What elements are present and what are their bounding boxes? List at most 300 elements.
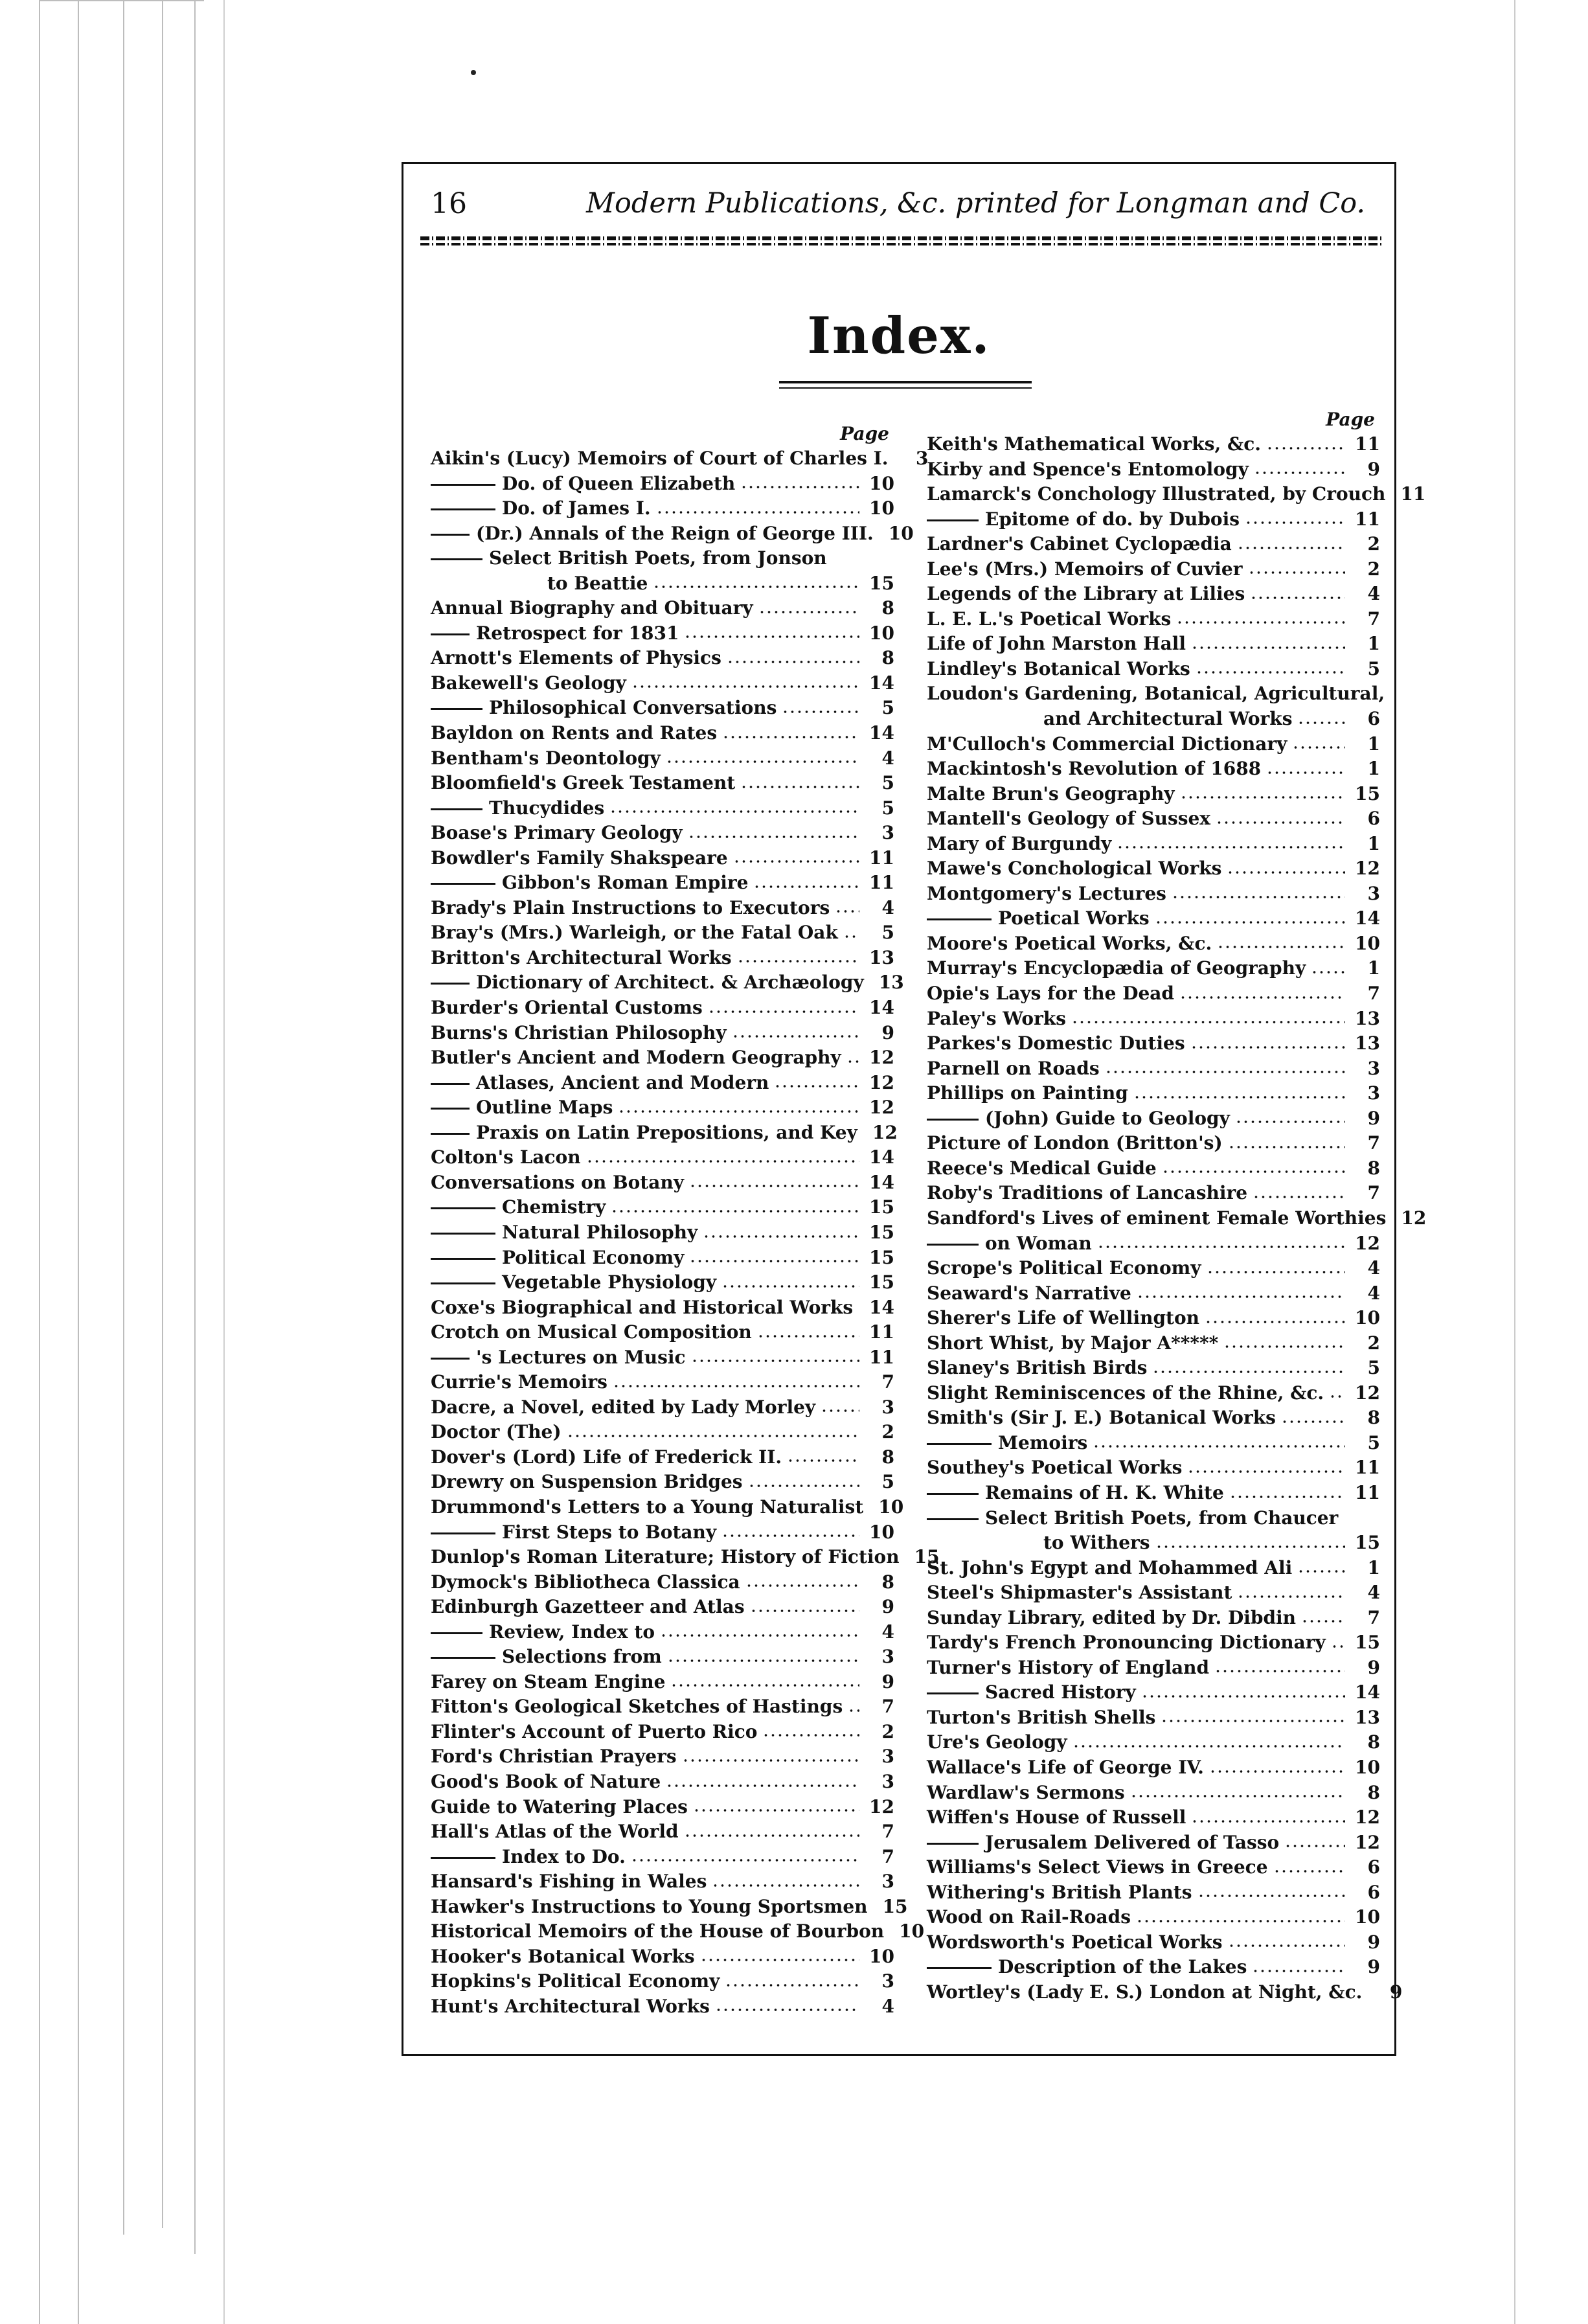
index-entry-text: Epitome of do. by Dubois <box>985 508 1240 530</box>
index-entry-title <box>431 1095 613 1121</box>
index-entry <box>927 1231 1380 1257</box>
index-entry-text: Ford's Christian Prayers <box>431 1746 677 1768</box>
leader-dots <box>740 485 859 489</box>
index-entry <box>431 1445 894 1470</box>
leader-dots <box>737 959 859 963</box>
index-entry-text: Opie's Lays for the Dead <box>927 983 1175 1005</box>
index-entry <box>927 1905 1380 1930</box>
index-entry-page: 15 <box>869 1246 894 1268</box>
index-entry-title <box>927 1131 1223 1156</box>
index-entry <box>927 832 1380 857</box>
index-entry-page: 3 <box>881 1871 894 1893</box>
index-entry <box>927 1331 1380 1356</box>
index-entry-title <box>927 632 1186 657</box>
printed-page <box>402 162 1427 2056</box>
index-entry-text: Bloomfield's Greek Testament <box>431 772 736 794</box>
index-entry-title <box>431 896 830 921</box>
index-entry-text: Dictionary of Architect. & Archæology <box>476 972 864 994</box>
index-entry-text: Tardy's French Pronouncing Dictionary <box>927 1632 1326 1654</box>
leader-dots <box>1133 1095 1345 1099</box>
index-entry-title <box>431 771 735 796</box>
index-entry-title <box>431 1395 815 1420</box>
index-entry <box>927 1506 1380 1531</box>
index-entry <box>927 707 1380 732</box>
page-edge <box>39 0 40 2324</box>
index-entry <box>927 1306 1380 1331</box>
index-entry-title <box>927 1256 1201 1281</box>
index-entry <box>927 632 1380 657</box>
index-entry-page: 5 <box>881 697 894 719</box>
index-entry-text: Slaney's British Birds <box>927 1357 1148 1379</box>
index-entry <box>431 746 894 771</box>
leader-dots <box>684 1834 859 1838</box>
index-entry-page: 10 <box>869 472 894 494</box>
index-entry <box>927 1256 1380 1281</box>
index-entry-page: 13 <box>878 972 904 994</box>
index-entry-text: Select British Poets, from Jonson <box>489 547 827 569</box>
leader-dots <box>757 1334 859 1338</box>
index-entry-title <box>431 1944 695 1970</box>
leader-dots <box>721 1534 859 1538</box>
leader-dots <box>848 1709 859 1713</box>
leader-dots <box>660 1634 859 1637</box>
index-entry <box>431 1021 894 1046</box>
index-entry-title <box>927 1156 1157 1181</box>
index-entry-text: Hansard's Fishing in Wales <box>431 1871 707 1893</box>
page-edge-right <box>1514 0 1515 2324</box>
index-entry <box>431 970 904 996</box>
index-entry-text: Parkes's Domestic Duties <box>927 1032 1185 1054</box>
index-entry-title <box>431 571 648 597</box>
leader-dots <box>1228 1145 1345 1149</box>
leader-dots <box>1252 1969 1345 1973</box>
index-entry-title <box>927 432 1261 457</box>
index-entry-title <box>927 582 1245 607</box>
index-entry-text: Sunday Library, edited by Dr. Dibdin <box>927 1606 1297 1628</box>
index-entry <box>927 1281 1380 1306</box>
index-entry-title <box>431 1195 606 1220</box>
index-entry-title <box>431 1246 684 1271</box>
running-title: Modern Publications, &c. printed for Longman and Co. <box>586 187 1366 220</box>
index-entry-text: Jerusalem Delivered of Tasso <box>985 1831 1280 1853</box>
index-entry-title <box>431 1370 607 1395</box>
index-entry-title <box>431 1744 677 1770</box>
index-entry-text: Philosophical Conversations <box>489 697 777 719</box>
index-entry-text: Kirby and Spence's Entomology <box>927 458 1249 480</box>
index-entry-page: 9 <box>881 1670 894 1692</box>
index-entry <box>927 1705 1380 1731</box>
index-entry-text: Burns's Christian Philosophy <box>431 1021 727 1043</box>
index-entry-text: St. John's Egypt and Mohammed Ali <box>927 1556 1293 1578</box>
index-entry-title <box>431 546 827 571</box>
index-entry-title <box>431 696 777 721</box>
index-entry-page: 2 <box>881 1421 894 1443</box>
index-entry-page: 6 <box>1367 1856 1380 1878</box>
ornamental-rule <box>420 236 1383 249</box>
index-entry-text: Wallace's Life of George IV. <box>927 1756 1204 1778</box>
index-entry <box>927 1481 1380 1506</box>
ditto-dash <box>431 808 482 810</box>
index-entry-title <box>431 1145 581 1170</box>
index-entry-title <box>927 1930 1223 1955</box>
leader-dots <box>1297 1569 1345 1573</box>
index-entry-title <box>431 1670 665 1695</box>
index-entry <box>431 1520 894 1545</box>
index-entry <box>927 1830 1380 1856</box>
leader-dots <box>670 1683 859 1687</box>
index-entry-text: Natural Philosophy <box>502 1221 698 1243</box>
index-entry-text: Sherer's Life of Wellington <box>927 1307 1199 1329</box>
index-entry <box>927 1007 1380 1032</box>
index-entry-text: Fitton's Geological Sketches of Hastings <box>431 1696 843 1718</box>
index-entry <box>431 1121 898 1146</box>
index-entry-title <box>927 1656 1209 1681</box>
leader-dots <box>1105 1070 1345 1074</box>
index-entry <box>431 1744 894 1770</box>
index-entry-text: Smith's (Sir J. E.) Botanical Works <box>927 1407 1276 1429</box>
index-entry-page: 3 <box>881 1396 894 1418</box>
index-entry-text: Butler's Ancient and Modern Geography <box>431 1047 841 1069</box>
index-entry-page: 6 <box>1367 708 1380 730</box>
index-entry-title <box>927 906 1150 931</box>
index-entry <box>927 1031 1380 1056</box>
index-entry <box>927 1081 1380 1106</box>
leader-dots <box>1253 1195 1345 1199</box>
index-entry-text: Murray's Encyclopædia of Geography <box>927 957 1306 979</box>
index-entry-title <box>927 1406 1276 1431</box>
index-entry-title <box>431 996 703 1021</box>
index-entry-title <box>927 532 1232 557</box>
index-entry-page: 10 <box>869 622 894 644</box>
running-head <box>431 183 1370 222</box>
index-entry-page: 8 <box>881 597 894 619</box>
index-entry-text: Life of John Marston Hall <box>927 633 1186 655</box>
index-entry <box>431 896 894 921</box>
index-entry-title <box>431 1470 743 1495</box>
index-entry-page: 14 <box>869 997 894 1019</box>
index-entry-text: Good's Book of Nature <box>431 1770 661 1792</box>
leader-dots <box>700 1958 859 1962</box>
index-entry-page: 12 <box>1355 1232 1380 1254</box>
leader-dots <box>721 1284 859 1288</box>
index-entry-text: Memoirs <box>998 1431 1088 1453</box>
index-entry <box>927 1106 1380 1132</box>
index-entry <box>431 1595 894 1620</box>
index-entry-page: 14 <box>869 722 894 744</box>
leader-dots <box>618 1110 859 1113</box>
index-entry-text: Gibbon's Roman Empire <box>502 872 749 894</box>
index-entry-page: 3 <box>881 1770 894 1792</box>
leader-dots <box>1191 646 1345 650</box>
index-entry-page: 10 <box>1355 932 1380 954</box>
index-entry-page: 11 <box>1355 1457 1380 1479</box>
title-rule <box>779 381 1032 383</box>
index-entry-title <box>927 931 1212 957</box>
index-entry-title <box>927 507 1240 532</box>
index-entry <box>431 1045 894 1071</box>
index-entry-title <box>927 1231 1092 1257</box>
index-entry <box>431 1071 894 1096</box>
index-entry-title <box>431 1220 698 1246</box>
leader-dots <box>1205 1320 1345 1324</box>
index-entry-page: 2 <box>1367 558 1380 580</box>
index-entry-title <box>927 1381 1324 1406</box>
index-entry <box>927 1855 1380 1880</box>
ditto-dash <box>927 1119 979 1121</box>
index-entry-text: Wiffen's House of Russell <box>927 1806 1186 1828</box>
index-entry-text: Atlases, Ancient and Modern <box>476 1071 769 1093</box>
leader-dots <box>1137 1295 1345 1299</box>
ditto-dash <box>431 1108 470 1110</box>
index-entry-page: 6 <box>1367 1881 1380 1903</box>
leader-dots <box>1155 1545 1345 1549</box>
index-entry <box>431 1944 894 1970</box>
index-entry-page: 5 <box>1367 1431 1380 1453</box>
leader-dots <box>1141 1694 1345 1698</box>
index-entry-title <box>927 1781 1125 1806</box>
index-entry-text: Bray's (Mrs.) Warleigh, or the Fatal Oak <box>431 922 838 944</box>
index-entry <box>431 1545 940 1570</box>
index-entry-title <box>927 1506 1338 1531</box>
index-entry-page: 3 <box>1367 1057 1380 1079</box>
index-entry-page: 14 <box>1355 907 1380 929</box>
index-entry <box>431 846 894 871</box>
leader-dots <box>712 1884 859 1887</box>
index-entry-text: Sacred History <box>985 1681 1136 1703</box>
index-entry <box>431 1994 894 2020</box>
index-entry-text: Withering's British Plants <box>927 1881 1192 1903</box>
leader-dots <box>682 1759 859 1762</box>
index-entry-page: 5 <box>1367 657 1380 679</box>
index-entry-text: Hooker's Botanical Works <box>431 1945 695 1967</box>
index-entry-page: 10 <box>1355 1756 1380 1778</box>
ditto-dash <box>431 1233 495 1235</box>
index-entry <box>431 1370 894 1395</box>
index-entry-text: Outline Maps <box>476 1097 613 1119</box>
index-entry-title <box>431 746 661 771</box>
index-entry-page: 13 <box>869 946 894 968</box>
index-entry-text: Boase's Primary Geology <box>431 822 683 844</box>
index-entry <box>431 472 894 497</box>
index-entry-page: 8 <box>881 1571 894 1593</box>
index-entry-page: 7 <box>1367 1132 1380 1154</box>
index-entry-page: 9 <box>1367 1656 1380 1678</box>
leader-dots <box>1207 1270 1345 1274</box>
index-entry-title <box>927 1056 1100 1082</box>
leader-dots <box>586 1159 859 1163</box>
leader-dots <box>1223 1345 1345 1349</box>
index-entry-page: 3 <box>881 1970 894 1992</box>
ditto-dash <box>927 1843 979 1845</box>
ditto-dash <box>431 508 495 510</box>
index-entry-text: to Beattie <box>547 572 648 594</box>
index-entry <box>431 1795 894 1820</box>
index-entry-page: 7 <box>1367 1182 1380 1204</box>
index-entry <box>431 721 894 746</box>
index-entry-page: 5 <box>1367 1357 1380 1379</box>
index-entry-title <box>431 1919 884 1944</box>
leader-dots <box>1071 1020 1345 1024</box>
index-entry-title <box>431 1270 716 1295</box>
index-entry-title <box>431 1045 841 1071</box>
leader-dots <box>1245 521 1345 525</box>
index-entry-page: 12 <box>869 1097 894 1119</box>
index-entry-title <box>431 1845 626 1870</box>
index-entry-title <box>431 1570 740 1595</box>
index-entry-text: Bayldon on Rents and Rates <box>431 722 718 744</box>
index-entry-page: 10 <box>899 1920 925 1942</box>
index-entry-page: 11 <box>1355 1481 1380 1503</box>
index-entry-page: 15 <box>1355 782 1380 804</box>
index-entry-text: Paley's Works <box>927 1007 1067 1029</box>
leader-dots <box>1311 970 1345 974</box>
index-entry-text: Wordsworth's Poetical Works <box>927 1931 1223 1953</box>
index-entry-page: 14 <box>869 672 894 694</box>
ditto-dash <box>431 534 470 536</box>
index-entry <box>927 1531 1380 1556</box>
index-entry-text: Roby's Traditions of Lancashire <box>927 1182 1248 1204</box>
ditto-dash <box>431 1258 495 1260</box>
leader-dots <box>1228 1944 1345 1948</box>
index-entry <box>927 657 1380 682</box>
index-entry-title <box>431 621 679 646</box>
index-entry <box>927 1156 1380 1181</box>
index-entry-text: Do. of Queen Elizabeth <box>502 472 736 494</box>
index-entry-text: Select British Poets, from Chaucer <box>985 1507 1339 1529</box>
index-entry-page: 4 <box>881 747 894 769</box>
index-entry-text: Moore's Poetical Works, &c. <box>927 932 1212 954</box>
index-entry-text: Hunt's Architectural Works <box>431 1995 710 2017</box>
leader-dots <box>1297 721 1345 725</box>
index-entry-title <box>431 846 728 871</box>
leader-dots <box>1093 1444 1345 1448</box>
index-entry-text: Conversations on Botany <box>431 1171 685 1193</box>
index-entry-page: 11 <box>1400 483 1426 505</box>
index-entry-title <box>927 457 1249 483</box>
index-entry-page: 7 <box>1367 983 1380 1005</box>
index-entry-title <box>927 557 1243 582</box>
index-entry <box>927 1056 1380 1082</box>
index-entry <box>431 496 894 521</box>
index-entry-title <box>431 1121 857 1146</box>
index-entry-page: 12 <box>1355 1831 1380 1853</box>
leader-dots <box>609 810 859 814</box>
index-entry-page: 9 <box>1367 1931 1380 1953</box>
ditto-dash <box>927 1967 992 1969</box>
leader-dots <box>1254 471 1345 475</box>
index-entry-title <box>431 1595 745 1620</box>
page-edge <box>194 0 196 2254</box>
index-entry <box>927 1206 1427 1231</box>
page-number: 16 <box>431 187 467 220</box>
index-entry <box>431 1220 894 1246</box>
index-entry <box>431 1819 894 1845</box>
index-entry-title <box>927 1431 1087 1456</box>
index-entry-page: 4 <box>1367 1257 1380 1279</box>
leader-dots <box>858 1309 859 1313</box>
index-entry <box>431 1919 925 1944</box>
leader-dots <box>666 760 859 764</box>
index-entry <box>431 1320 894 1345</box>
index-entry <box>431 821 894 846</box>
index-entry-page: 1 <box>1367 957 1380 979</box>
index-entry-text: Burder's Oriental Customs <box>431 997 703 1019</box>
leader-dots <box>667 1659 859 1663</box>
index-entry-text: Hall's Atlas of the World <box>431 1821 679 1843</box>
leader-dots <box>689 1259 859 1263</box>
index-entry-title <box>927 1955 1247 1980</box>
index-entry-text: Wood on Rail-Roads <box>927 1906 1131 1928</box>
leader-dots <box>666 1784 859 1788</box>
index-entry-title <box>927 832 1111 857</box>
leader-dots <box>708 1010 859 1014</box>
index-entry-title <box>927 1980 1362 2005</box>
index-entry <box>927 906 1380 931</box>
leader-dots <box>745 1584 859 1588</box>
index-entry-text: Mantell's Geology of Sussex <box>927 808 1210 830</box>
index-entry-text: Wardlaw's Sermons <box>927 1781 1125 1803</box>
index-entry-page: 11 <box>869 1321 894 1343</box>
leader-dots <box>1191 1819 1345 1823</box>
index-entry <box>927 482 1426 507</box>
index-entry-text: Drummond's Letters to a Young Naturalist <box>431 1496 864 1518</box>
index-entry <box>431 1295 894 1321</box>
index-entry-title <box>927 956 1306 981</box>
index-entry <box>431 646 894 671</box>
index-entry-page: 14 <box>1355 1681 1380 1703</box>
index-entry-text: Dover's (Lord) Life of Frederick II. <box>431 1446 782 1468</box>
index-entry-page: 15 <box>869 1271 894 1293</box>
index-entry <box>431 1645 894 1670</box>
index-entry <box>431 1470 894 1495</box>
index-entry <box>927 856 1380 882</box>
index-entry <box>927 757 1380 782</box>
leader-dots <box>1130 1794 1345 1798</box>
index-entry-text: Index to Do. <box>502 1845 626 1867</box>
index-entry-title <box>927 1606 1296 1631</box>
index-entry-text: Turner's History of England <box>927 1656 1210 1678</box>
index-entry-page: 11 <box>869 872 894 894</box>
index-entry <box>927 532 1380 557</box>
index-entry <box>927 1955 1380 1980</box>
index-entry-title <box>927 1481 1224 1506</box>
index-entry <box>927 732 1380 757</box>
index-entry <box>431 1670 894 1695</box>
index-entry-text: Brady's Plain Instructions to Executors <box>431 896 830 918</box>
ditto-dash <box>431 1657 495 1659</box>
index-entry-title <box>431 646 721 671</box>
index-entry-page: 9 <box>1367 1956 1380 1978</box>
index-entry-title <box>431 472 735 497</box>
index-entry-text: (Dr.) Annals of the Reign of George III. <box>476 522 874 544</box>
index-entry-text: Turton's British Shells <box>927 1706 1156 1728</box>
index-entry-text: Scrope's Political Economy <box>927 1257 1201 1279</box>
index-entry <box>431 1895 908 1920</box>
leader-dots <box>1266 446 1345 450</box>
index-entry <box>431 1869 894 1895</box>
page-column-label: Page <box>1326 409 1375 430</box>
index-entry <box>927 1980 1403 2005</box>
page-edge <box>223 0 225 2324</box>
index-entry-title <box>431 821 683 846</box>
index-entry-title <box>927 1755 1204 1781</box>
index-entry-text: on Woman <box>985 1232 1092 1254</box>
index-entry <box>927 1630 1380 1656</box>
index-entry-text: Lamarck's Conchology Illustrated, by Crouch <box>927 483 1386 505</box>
index-entry <box>431 596 894 621</box>
index-entry-text: Thucydides <box>489 797 605 819</box>
leader-dots <box>1072 1744 1345 1748</box>
